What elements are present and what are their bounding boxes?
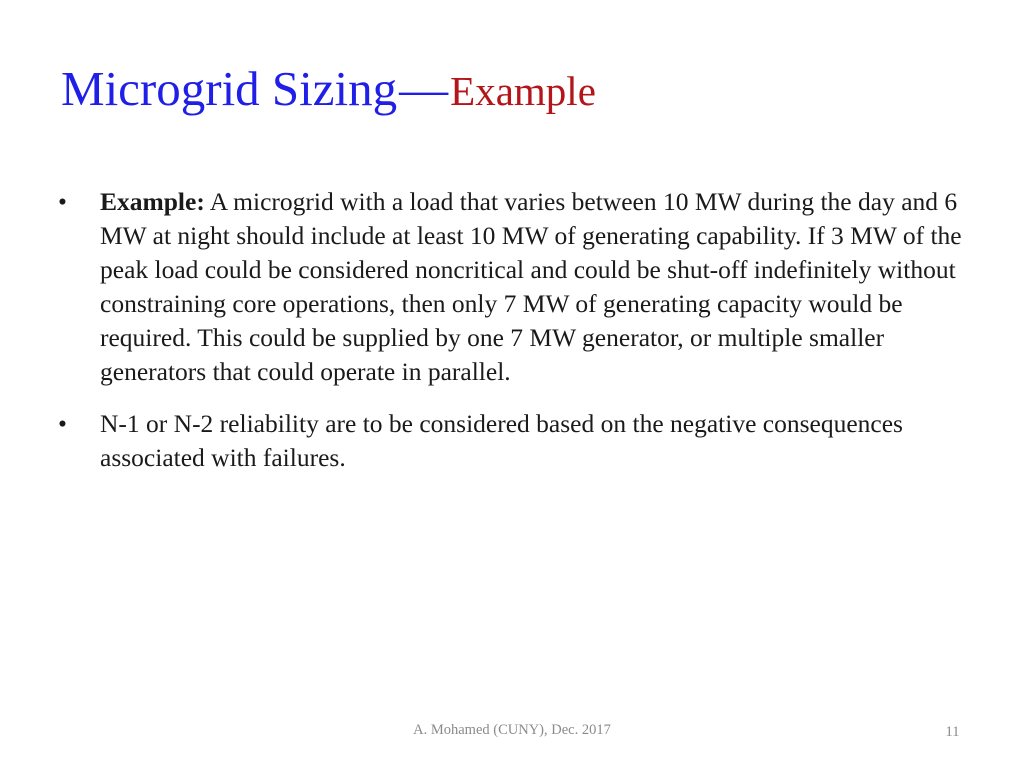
bullet-list [58,185,963,493]
bullet-icon: • [58,187,67,216]
page-number: 11 [945,724,960,740]
bullet-item-reliability [58,407,963,475]
bullet-text: N-1 or N-2 reliability are to be considered based on the negative consequences associated with failures. [100,409,903,472]
title-main: Microgrid Sizing [61,61,398,116]
title-dash: — [399,61,449,116]
slide-title [61,62,596,116]
bullet-icon: • [58,409,67,438]
title-subtitle: Example [450,68,596,114]
bullet-item-example [58,185,963,389]
footer [0,722,1024,746]
bullet-text: A microgrid with a load that varies between 10 MW during the day and 6 MW at night should include at least 10 MW of generating capability. If 3 MW of the peak load could be considered noncritical and could be shut-off indefinitely without constraining core operations, then only 7 MW of generating capacity would be required. This could be supplied by one 7 MW generator, or multiple smaller generators that could operate in parallel. [100,187,962,386]
bullet-lead: Example: [100,187,205,216]
footer-text: A. Mohamed (CUNY), Dec. 2017 [413,722,611,738]
